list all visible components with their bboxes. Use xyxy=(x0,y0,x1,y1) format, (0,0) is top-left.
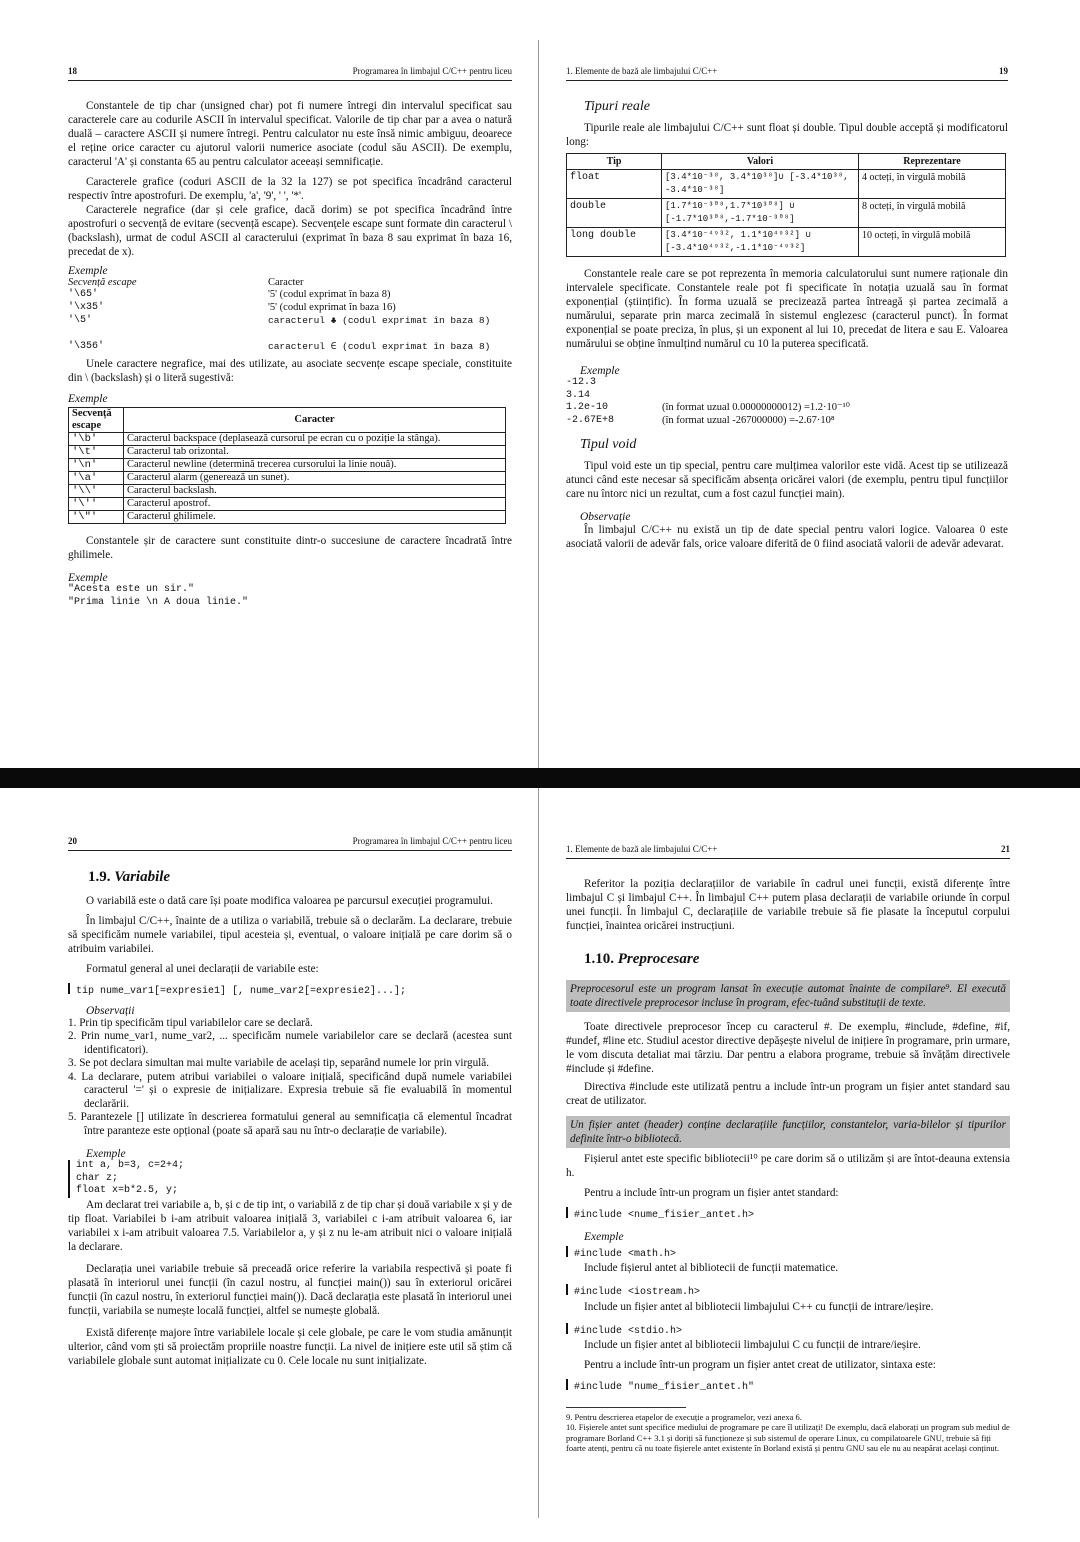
table-cell: '\'' xyxy=(69,498,124,511)
section-number: 1.10. xyxy=(584,951,614,967)
table-cell: Caracterul alarm (generează un sunet). xyxy=(124,472,506,485)
page-number: 19 xyxy=(999,66,1008,76)
page-header xyxy=(566,844,1010,859)
table-cell: float xyxy=(567,170,662,199)
table-cell: '\a' xyxy=(69,472,124,485)
running-title: 1. Elemente de bază ale limbajului C/C++ xyxy=(566,844,718,854)
example-description: Include un fișier antet al bibliotecii limbajului C cu funcții de intrare/ieșire. xyxy=(584,1339,921,1351)
code-line: #include <nume_fisier_antet.h> xyxy=(574,1210,755,1221)
real-examples xyxy=(566,377,1008,427)
page-gutter xyxy=(538,40,539,768)
paragraph: Pentru a include într-un program un fișier antet creat de utilizator, sintaxa este: xyxy=(584,1359,936,1371)
paragraph: În limbajul C/C++, înainte de a utiliza o variabilă, trebuie să o declarăm. La declarare, trebuie să specificăm numele variabilei, tipul acesteia și, eventual, o valoare inițială pe care dorim să o atribuim variabilei. xyxy=(68,915,512,955)
table-cell: Caracterul tab orizontal. xyxy=(124,446,506,459)
paragraph: Toate directivele preprocesor încep cu caracterul #. De exemplu, #include, #define, #if, #undef, #line etc. Studiul acestor directive depășește nivelul de inițiere în programare, prin urmare, le vom discuta detaliat mai târziu. Dar pentru a elabora programe, trebuie să învățăm directivele #include și #define. xyxy=(566,1021,1010,1075)
format-line xyxy=(68,980,512,999)
code-line: 1.2e-10 xyxy=(566,402,609,413)
example-description: Include fișierul antet al bibliotecii de funcții matematice. xyxy=(584,1262,839,1274)
running-title: Programarea în limbajul C/C++ pentru liceu xyxy=(352,836,512,846)
example-description: Include un fișier antet al bibliotecii limbajului C++ cu funcții de intrare/ieșire. xyxy=(584,1300,934,1313)
page-number: 18 xyxy=(68,66,77,76)
table-row xyxy=(69,472,506,485)
running-title: Programarea în limbajul C/C++ pentru liceu xyxy=(352,66,512,76)
definition-box: Preprocesorul este un program lansat în execuție automat înainte de compilare⁹. El execută toate directivele preprocesor incluse în program, efec-tuând substituții de texte. xyxy=(566,980,1010,1012)
column-header: Caracter xyxy=(268,277,304,288)
table-cell: [3.4*10⁻³⁸, 3.4*10³⁸]∪ [-3.4*10³⁸, -3.4*10⁻³⁸] xyxy=(662,170,859,199)
table-header: Valori xyxy=(662,154,859,170)
escape-examples xyxy=(68,277,512,353)
example-label: Exemple xyxy=(584,1230,624,1243)
escape-code: '\x35' xyxy=(68,302,105,313)
page-number: 20 xyxy=(68,836,77,846)
paragraph: Fișierul antet este specific bibliotecii¹⁰ pe care dorim să o utilizăm și are întot-deauna extensia h. xyxy=(566,1153,1010,1179)
escape-desc: caracterul ∈ (codul exprimat în baza 8) xyxy=(268,341,491,352)
code-line: #include "nume_fisier_antet.h" xyxy=(574,1382,755,1393)
example-note: (în format uzual 0.00000000012) =1.2·10⁻¹⁰ xyxy=(662,402,850,413)
paragraph: Constantele de tip char (unsigned char) pot fi numere întregi din intervalul specificat sau caracterele care au codurile ASCII în intervalul specificat. Valorile de tip char par a avea o natură duală – caractere ASCII și numere întregi. Pentru calculator nu este însă nimic ambiguu, deoarece el reține orice caracter cu ajutorul valorii numerice asociate (codul său ASCII). De exemplu, caracterul 'A' și constanta 65 au pentru calculator aceeași semnificație. xyxy=(68,100,512,168)
page-20 xyxy=(68,836,512,1368)
table-cell: Caracterul backslash. xyxy=(124,485,506,498)
table-header: Reprezentare xyxy=(859,154,1006,170)
paragraph: Tipurile reale ale limbajului C/C++ sunt float și double. Tipul double acceptă și modificatorul long: xyxy=(566,122,1008,148)
escape-desc: '5' (codul exprimat în baza 16) xyxy=(268,302,396,313)
paragraph: Declarația unei variabile trebuie să preceadă orice referire la variabila respectivă și poate fi plasată în interiorul unei funcții (în cazul nostru, al funcției main()) sau în exteriorul oricărei funcții (în cazul nostru, în exteriorul funcției main()). Dacă declarația este plasată în interiorul unei funcții, variabila se numește locală funcției, altfel se numește globală. xyxy=(68,1262,512,1317)
table-row xyxy=(567,170,1006,199)
subsection-heading: Tipul void xyxy=(580,437,637,452)
table-cell: [1.7*10⁻³⁰⁸,1.7*10³⁰⁸] ∪ [-1.7*10³⁰⁸,-1.7*10⁻³⁰⁸] xyxy=(662,199,859,228)
table-cell: '\\' xyxy=(69,485,124,498)
table-cell: '\t' xyxy=(69,446,124,459)
page-number: 21 xyxy=(1001,844,1010,854)
paragraph: Referitor la poziția declarațiilor de variabile în cadrul unei funcții, există diferențe între limbajul C și limbajul C++. În limbajul C++ putem plasa declarații de variabile oriunde în corpul unei funcții. În limbajul C, declarațiile de variabile trebuie să fie plasate la începutul corpului funcției, înaintea oricărei instrucțiuni. xyxy=(566,878,1010,932)
table-cell: Caracterul newline (determină trecerea cursorului la linie nouă). xyxy=(124,459,506,472)
list-item: 1. Prin tip specificăm tipul variabilelor care se declară. xyxy=(68,1016,313,1029)
paragraph: Am declarat trei variabile a, b, și c de tip int, o variabilă z de tip char și două variabile x și y de tip float. Variabilei b i-am atribuit valoarea inițială 3, variabilei c i-am atribuit valoarea 6, iar variabilei x i-am atribuit valoarea 7.5. Variabilelor a, y și z nu le-am atribuit nici o valoare inițială la declarare. xyxy=(68,1198,512,1253)
example-note: (în format uzual -267000000) =-2.67·10⁸ xyxy=(662,414,835,426)
page-19 xyxy=(566,66,1008,551)
table-cell: Caracterul backspace (deplasează cursorul pe ecran cu o poziție la stânga). xyxy=(124,433,506,446)
observation-label: Observații xyxy=(86,1004,135,1017)
table-cell: '\"' xyxy=(69,511,124,524)
table-header: Secvență escape xyxy=(69,408,124,433)
subsection-heading: Tipuri reale xyxy=(584,99,650,114)
code-block: int a, b=3, c=2+4; char z; float x=b*2.5, y; xyxy=(76,1160,185,1196)
table-row xyxy=(567,199,1006,228)
table-row xyxy=(567,228,1006,257)
example-label: Exemple xyxy=(86,1148,126,1160)
escape-code: '\356' xyxy=(68,341,105,352)
page-18 xyxy=(68,66,512,609)
paragraph: O variabilă este o dată care își poate modifica valoarea pe parcursul execuției programului. xyxy=(86,895,493,907)
column-header: Secvență escape xyxy=(68,277,137,288)
table-row xyxy=(69,511,506,524)
paragraph: Unele caractere negrafice, mai des utilizate, au asociate secvențe escape speciale, constituite din \ (backslash) și o literă sugestivă: xyxy=(68,358,512,384)
table-header: Tip xyxy=(567,154,662,170)
example-label: Exemple xyxy=(580,365,620,377)
section-title xyxy=(566,951,1010,968)
escape-code: '\5' xyxy=(68,315,93,326)
page-header xyxy=(566,66,1008,81)
section-title xyxy=(68,869,512,886)
section-name: Preprocesare xyxy=(617,951,700,967)
paragraph: Caracterele negrafice (dar și cele grafice, dacă dorim) se pot specifica încadrând între apostrofuri o secvență de evitare (secvență escape). Secvențele escape sunt formate din caracterul \ (backslash), urmat de codul ASCII al caracterului (exprimat în baza 8 sau exprimat în baza 16, precedat de x). xyxy=(68,204,512,258)
table-cell: 8 octeți, în virgulă mobilă xyxy=(859,199,1006,228)
table-row xyxy=(69,433,506,446)
observation-label: Observație xyxy=(580,511,631,523)
table-cell: Caracterul ghilimele. xyxy=(124,511,506,524)
table-cell: Caracterul apostrof. xyxy=(124,498,506,511)
page-header xyxy=(68,66,512,81)
paragraph: Formatul general al unei declarații de variabile este: xyxy=(86,963,319,975)
table-cell: long double xyxy=(567,228,662,257)
page-gutter xyxy=(538,788,539,1518)
code-line: tip nume_var1[=expresie1] [, nume_var2[=expresie2]...]; xyxy=(76,986,407,997)
table-cell: '\n' xyxy=(69,459,124,472)
code-line: #include <stdio.h> xyxy=(574,1325,683,1337)
paragraph: Există diferențe majore între variabilele locale și cele globale, pe care le vom studia amănunțit ulterior, când vom ști să proiectăm propriile noastre funcții. La nivel de inițiere este util să știm că variabilele globale sunt automat inițializate cu 0. Cele locale nu sunt inițializate. xyxy=(68,1326,512,1367)
code-line: #include <math.h> xyxy=(574,1248,677,1260)
code-line: -2.67E+8 xyxy=(566,414,615,426)
list-item: 5. Parantezele [] utilizate în descrierea formatului general au semnificația că elementul încadrat între paranteze este opțional (poate să apară sau nu într-o declarație de variabile). xyxy=(68,1111,512,1137)
example-label: Exemple xyxy=(68,393,108,405)
code-line: #include <iostream.h> xyxy=(574,1287,701,1298)
footnote: 9. Pentru descrierea etapelor de execuție a programelor, vezi anexa 6. xyxy=(566,1411,802,1422)
observation-list xyxy=(68,1017,512,1139)
paragraph: Constantele șir de caractere sunt constituite dintr-o succesiune de caractere încadrată între ghilimele. xyxy=(68,535,512,561)
table-row xyxy=(69,446,506,459)
escape-code: '\65' xyxy=(68,289,99,300)
real-types-table xyxy=(566,153,1006,257)
escape-table xyxy=(68,407,506,524)
page-21 xyxy=(566,836,1010,1454)
example-item xyxy=(566,1281,1010,1300)
paragraph: Caracterele grafice (coduri ASCII de la 32 la 127) se pot specifica încadrând caracterul respectiv între apostrofuri. De exemplu, 'a', '9', ' ', '*'. xyxy=(68,176,512,202)
list-item: 2. Prin nume_var1, nume_var2, ... specificăm numele variabilelor care se declară (acestea sunt identificatori). xyxy=(68,1030,512,1056)
list-item: 4. La declarare, putem atribui variabilei o valoare inițială, specificând după numele variabilei caracterul '=' și o expresie de inițializare. Expresia trebuie să fie evaluabilă în momentul declarării. xyxy=(68,1070,512,1110)
paragraph: În limbajul C/C++ nu există un tip de date special pentru valori logice. Valoarea 0 este asociată valorii de adevăr fals, orice valoare diferită de 0 fiind asociată valorii de adevăr adevarat. xyxy=(566,524,1008,550)
syntax-line xyxy=(566,1376,1010,1395)
section-number: 1.9. xyxy=(88,869,111,885)
table-cell: [3.4*10⁻⁴⁹³², 1.1*10⁴⁹³²] ∪ [-3.4*10⁴⁹³²,-1.1*10⁻⁴⁹³²] xyxy=(662,228,859,257)
example-item xyxy=(566,1243,1010,1262)
example-code xyxy=(68,1160,512,1198)
escape-desc: caracterul ♣ (codul exprimat în baza 8) xyxy=(268,315,491,326)
table-cell: double xyxy=(567,199,662,228)
definition-box: Un fișier antet (header) conține declarațiile funcțiilor, constantelor, varia-bilelor și tipurilor definite într-o bibliotecă. xyxy=(566,1116,1010,1148)
table-header: Caracter xyxy=(124,408,506,433)
running-title: 1. Elemente de bază ale limbajului C/C++ xyxy=(566,66,718,76)
syntax-line xyxy=(566,1204,1010,1223)
page-header xyxy=(68,836,512,851)
paragraph: Directiva #include este utilizată pentru a include într-un program un fișier antet standard sau creat de utilizator. xyxy=(566,1081,1010,1107)
table-cell: 10 octeți, în virgulă mobilă xyxy=(859,228,1006,257)
escape-desc: '5' (codul exprimat în baza 8) xyxy=(268,289,391,300)
footnote: 10. Fișierele antet sunt specifice mediului de programare pe care îl utilizați! De exemplu, dacă elaborați un program sub mediul de programare Borland C++ 3.1 și doriți să funcționeze și sub sistemul de operare Linux, cu compilatoarele GNU, trebuie să fiți foarte atenți, pentru că nu toate fișierele antet existente în Borland există și pentru GNU sau ele nu au neapărat același conținut. xyxy=(566,1422,1010,1453)
page-divider xyxy=(0,768,1080,788)
example-item xyxy=(566,1320,1010,1339)
paragraph: Pentru a include într-un program un fișier antet standard: xyxy=(584,1187,839,1199)
table-row xyxy=(69,485,506,498)
list-item: 3. Se pot declara simultan mai multe variabile de același tip, separând numele lor prin virgulă. xyxy=(68,1057,490,1069)
code-line: 3.14 xyxy=(566,389,591,401)
table-row xyxy=(69,459,506,472)
table-cell: '\b' xyxy=(69,433,124,446)
paragraph: Tipul void este un tip special, pentru care mulțimea valorilor este vidă. Acest tip se utilizează atunci când este necesar să specificăm absența oricărei valori (de exemplu, pentru tipul funcțiilor care nu întorc nici un rezultat, cum a fost cazul funcției main). xyxy=(566,460,1008,500)
code-block: "Acesta este un sir." "Prima linie \n A doua linie." xyxy=(68,584,249,608)
code-line: -12.3 xyxy=(566,377,597,388)
table-cell: 4 octeți, în virgulă mobilă xyxy=(859,170,1006,199)
example-label: Exemple xyxy=(68,572,108,584)
table-row xyxy=(69,498,506,511)
section-name: Variabile xyxy=(114,869,171,885)
example-label: Exemple xyxy=(68,265,108,277)
paragraph: Constantele reale care se pot reprezenta în memoria calculatorului sunt numere raționale din intervalele specificate. Constantele reale pot fi specificate în notația uzuală sau în format exponențial (științific). În forma uzuală se precizează partea întreagă și partea zecimală a numărului, separate prin marca zecimală în sistemul englezesc (caracterul punct). În format exponențial se poate preciza, în plus, și un exponent al lui 10, precedat de litera e sau E. Valoarea numărului se obține înmulțind numărul cu 10 la puterea specificată. xyxy=(566,268,1008,350)
